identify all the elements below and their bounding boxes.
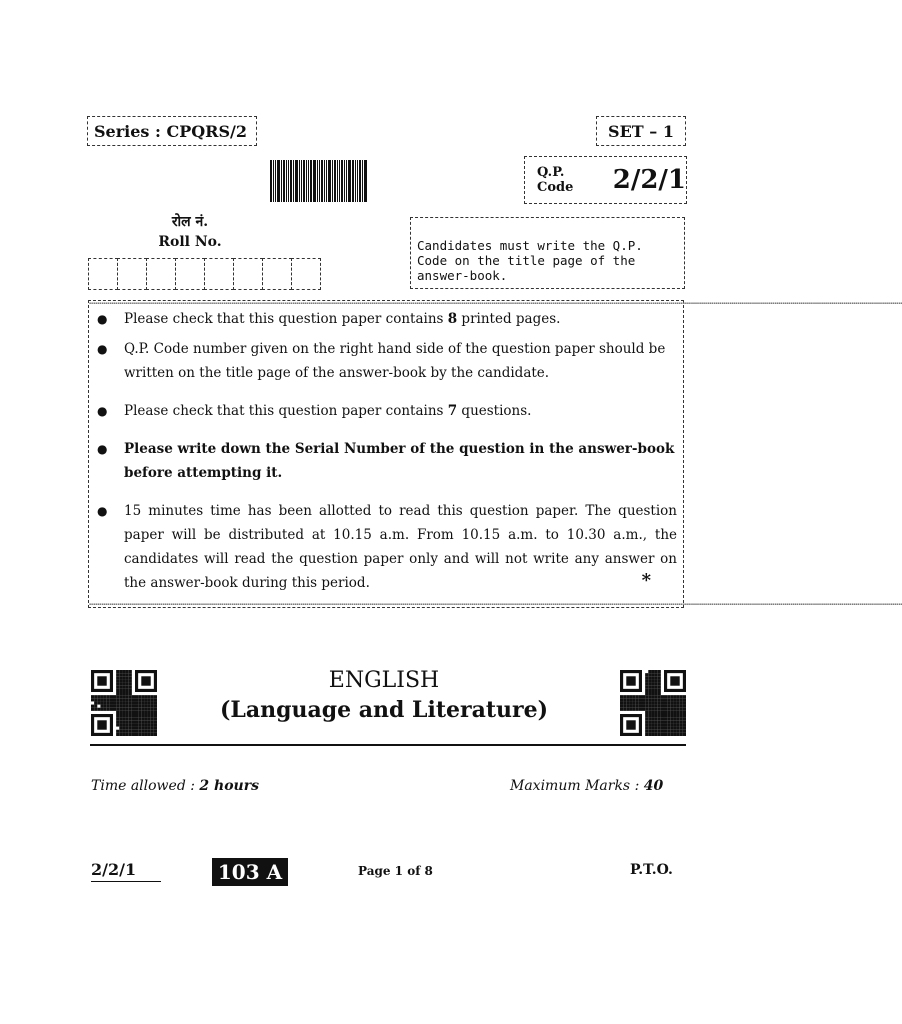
instruction-item: ● Please write down the Serial Number of the question in the answer-book before attempting it. xyxy=(89,437,683,485)
qp-code-value: 2/2/1 xyxy=(612,165,686,195)
qr-code-right-icon xyxy=(620,670,686,736)
roll-label-hindi: रोल नं. xyxy=(171,214,209,230)
barcode-image xyxy=(270,160,382,202)
set-text: SET – 1 xyxy=(608,121,674,141)
roll-digit-box xyxy=(175,258,205,290)
maximum-marks: Maximum Marks : 40 xyxy=(510,778,664,794)
footer-paper-code: 103 A xyxy=(212,858,288,886)
qr-code-left-icon xyxy=(91,670,157,736)
star-mark: * xyxy=(641,570,651,591)
roll-label: Roll No. xyxy=(158,234,222,250)
time-allowed: Time allowed : 2 hours xyxy=(91,778,259,794)
instruction-item: ● Q.P. Code number given on the right hand side of the question paper should be written on the title page of the answer-book by the candidate. xyxy=(89,337,683,385)
instructions-box xyxy=(88,300,902,608)
series-text: Series : CPQRS/2 xyxy=(94,121,248,141)
roll-digit-box xyxy=(88,258,118,290)
divider xyxy=(90,744,686,746)
roll-number-boxes xyxy=(88,258,320,290)
security-pattern-bottom: ▪▪▪▪▪▪▪▪▪▪▪▪▪▪▪▪▪▪▪▪▪▪▪▪▪▪▪▪▪▪▪▪▪▪▪▪▪▪▪▪▪▪▪▪▪▪▪▪▪▪▪▪▪▪▪▪▪▪▪▪▪▪▪▪▪▪▪▪▪▪▪▪▪▪▪▪▪▪▪▪▪▪▪▪▪▪▪▪▪▪▪▪▪▪▪▪▪▪▪▪▪▪▪▪▪▪▪▪▪▪▪▪▪▪▪▪▪▪▪▪▪▪▪▪▪▪▪▪▪▪▪▪▪▪▪▪▪▪▪▪▪▪▪▪▪▪▪▪▪▪▪▪▪▪▪▪▪▪▪▪▪▪▪▪▪▪▪▪▪▪▪▪▪▪▪▪▪▪▪▪▪▪▪▪▪▪▪▪▪▪▪▪▪▪▪▪▪▪▪▪▪▪▪▪▪▪▪▪▪▪▪▪▪▪▪▪▪▪▪▪▪▪▪▪▪▪▪▪▪▪▪▪▪▪▪▪▪▪▪▪▪▪▪▪▪▪▪▪▪▪▪▪▪▪▪▪▪▪▪▪▪▪▪▪▪▪▪▪▪▪▪▪▪▪▪▪▪▪▪▪▪▪▪▪▪▪▪▪▪▪▪▪▪▪▪▪▪▪▪▪▪▪▪▪▪▪▪▪▪▪▪▪▪▪▪▪▪▪▪▪▪▪▪▪▪▪▪▪▪▪▪▪▪▪▪▪▪▪▪▪▪▪▪▪▪▪▪▪▪▪▪▪▪▪▪▪▪▪▪▪▪▪▪▪▪▪▪▪▪▪▪▪▪▪▪▪▪▪▪▪▪▪▪▪▪▪▪▪▪▪▪▪▪▪▪▪▪▪▪▪ xyxy=(89,602,902,606)
series-label xyxy=(87,116,257,146)
qp-code-box xyxy=(524,156,687,204)
roll-digit-box xyxy=(233,258,263,290)
bullet-icon: ● xyxy=(97,312,108,326)
subject-title: ENGLISH xyxy=(328,668,440,693)
footer-pto: P.T.O. xyxy=(630,862,673,878)
security-pattern-top: ▪▪▪▪▪▪▪▪▪▪▪▪▪▪▪▪▪▪▪▪▪▪▪▪▪▪▪▪▪▪▪▪▪▪▪▪▪▪▪▪▪▪▪▪▪▪▪▪▪▪▪▪▪▪▪▪▪▪▪▪▪▪▪▪▪▪▪▪▪▪▪▪▪▪▪▪▪▪▪▪▪▪▪▪▪▪▪▪▪▪▪▪▪▪▪▪▪▪▪▪▪▪▪▪▪▪▪▪▪▪▪▪▪▪▪▪▪▪▪▪▪▪▪▪▪▪▪▪▪▪▪▪▪▪▪▪▪▪▪▪▪▪▪▪▪▪▪▪▪▪▪▪▪▪▪▪▪▪▪▪▪▪▪▪▪▪▪▪▪▪▪▪▪▪▪▪▪▪▪▪▪▪▪▪▪▪▪▪▪▪▪▪▪▪▪▪▪▪▪▪▪▪▪▪▪▪▪▪▪▪▪▪▪▪▪▪▪▪▪▪▪▪▪▪▪▪▪▪▪▪▪▪▪▪▪▪▪▪▪▪▪▪▪▪▪▪▪▪▪▪▪▪▪▪▪▪▪▪▪▪▪▪▪▪▪▪▪▪▪▪▪▪▪▪▪▪▪▪▪▪▪▪▪▪▪▪▪▪▪▪▪▪▪▪▪▪▪▪▪▪▪▪▪▪▪▪▪▪▪▪▪▪▪▪▪▪▪▪▪▪▪▪▪▪▪▪▪▪▪▪▪▪▪▪▪▪▪▪▪▪▪▪▪▪▪▪▪▪▪▪▪▪▪▪▪▪▪▪▪▪▪▪▪▪▪▪▪▪▪▪▪▪▪▪▪▪▪▪▪▪▪▪▪▪▪▪▪▪▪▪▪▪▪▪▪▪▪▪▪▪ xyxy=(89,301,902,305)
candidate-note-text: Candidates must write the Q.P. Code on the title page of the answer-book. xyxy=(417,238,643,283)
subject-subtitle: (Language and Literature) xyxy=(219,697,549,723)
roll-digit-box xyxy=(291,258,321,290)
instructions-list xyxy=(89,301,902,595)
roll-digit-box xyxy=(204,258,234,290)
instruction-item: ● Please check that this question paper contains 7 questions. xyxy=(89,399,683,423)
bullet-icon: ● xyxy=(97,442,108,456)
roll-digit-box xyxy=(262,258,292,290)
bullet-icon: ● xyxy=(97,404,108,418)
footer-qp-code: 2/2/1 xyxy=(91,860,161,882)
bullet-icon: ● xyxy=(97,342,108,356)
bullet-icon: ● xyxy=(97,504,108,518)
roll-digit-box xyxy=(146,258,176,290)
footer-page-number: Page 1 of 8 xyxy=(358,864,433,878)
instruction-item: ● 15 minutes time has been allotted to read this question paper. The question paper will be distributed at 10.15 a.m. From 10.15 a.m. to 10.30 a.m., the candidates will read the question paper only and will not write any answer on the answer-book during this period. xyxy=(89,499,683,595)
set-label xyxy=(596,116,686,146)
instruction-item: ● Please check that this question paper contains 8 printed pages. xyxy=(89,307,683,331)
candidate-note-box xyxy=(410,217,685,289)
roll-digit-box xyxy=(117,258,147,290)
qp-code-label: Q.P. Code xyxy=(537,165,574,195)
